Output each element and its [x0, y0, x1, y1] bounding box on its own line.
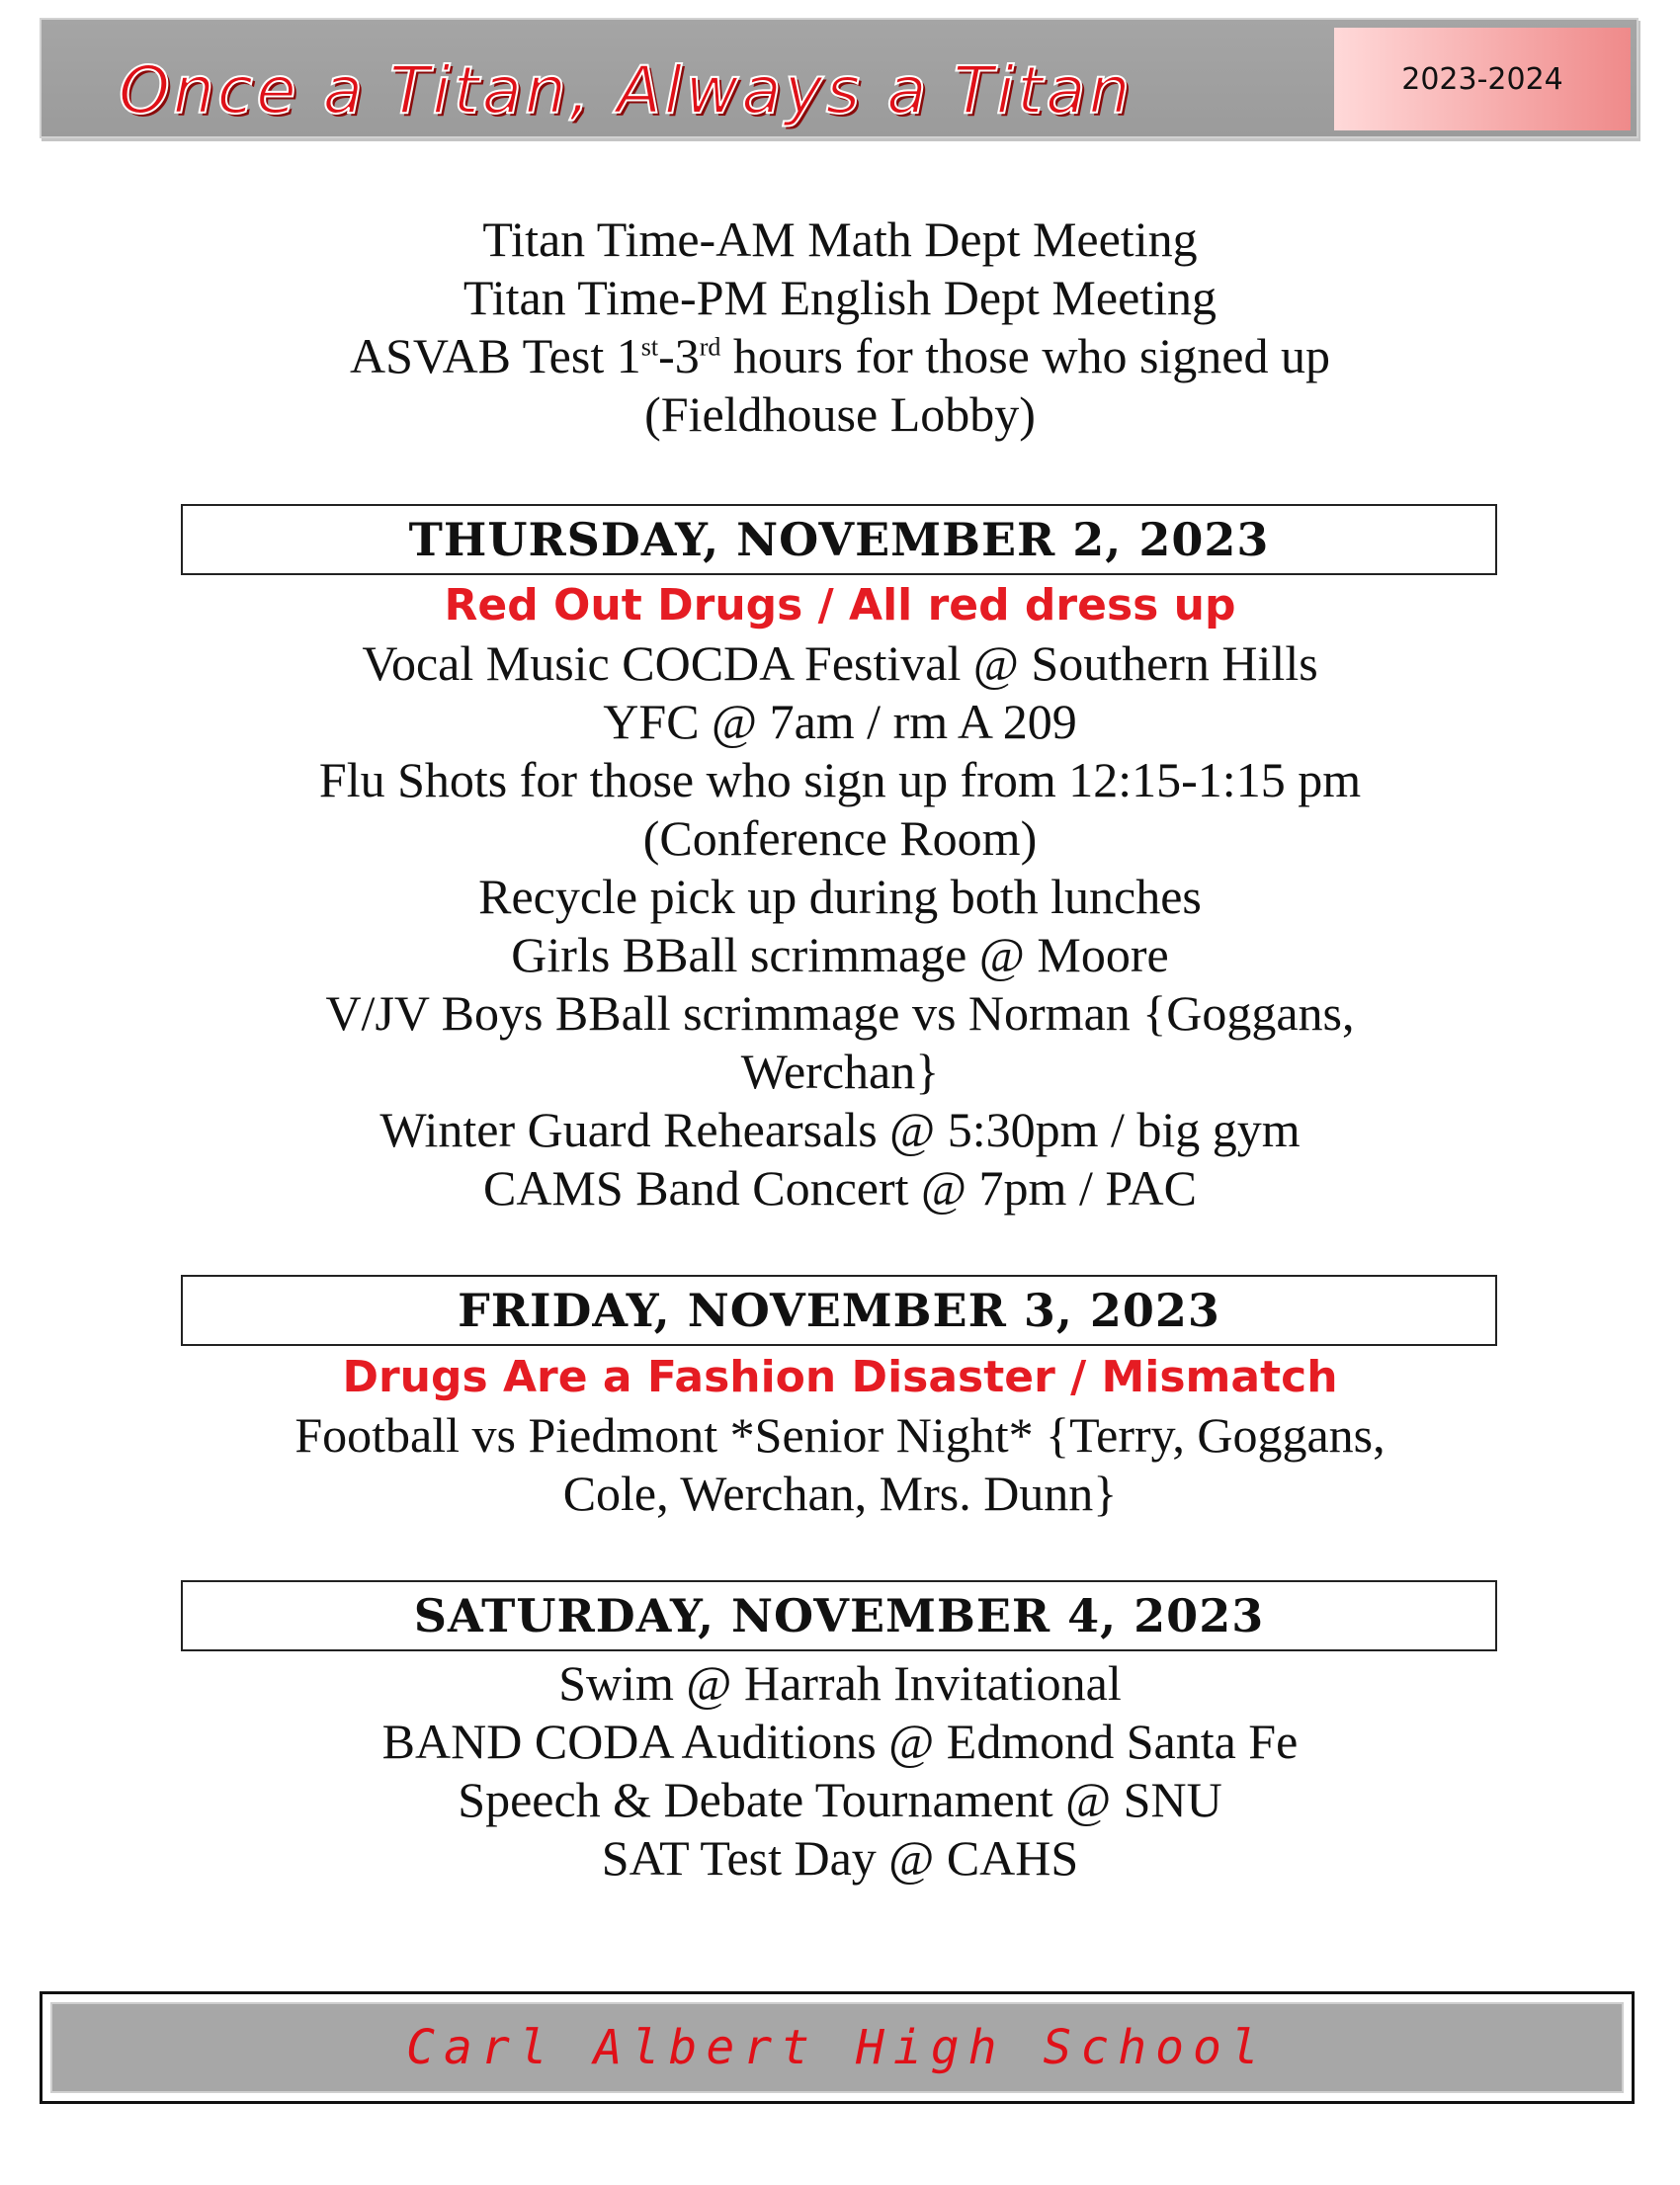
- event-line: V/JV Boys BBall scrimmage vs Norman {Goggans,: [325, 985, 1355, 1041]
- event-line: Flu Shots for those who sign up from 12:15-1:15 pm: [318, 752, 1362, 807]
- day-events-friday: [148, 1348, 1532, 1523]
- day-events-saturday: [148, 1654, 1532, 1888]
- event-line: CAMS Band Concert @ 7pm / PAC: [482, 1160, 1198, 1216]
- day-heading-friday: FRIDAY, NOVEMBER 3, 2023: [181, 1275, 1497, 1346]
- event-line: SAT Test Day @ CAHS: [601, 1830, 1079, 1886]
- event-line: YFC @ 7am / rm A 209: [603, 694, 1077, 749]
- event-line: Girls BBall scrimmage @ Moore: [511, 927, 1169, 982]
- day-events-thursday: [148, 576, 1532, 1218]
- event-line: Swim @ Harrah Invitational: [558, 1655, 1122, 1711]
- announcement-line-asvab: ASVAB Test 1st-3rd hours for those who signed up: [349, 328, 1330, 383]
- event-line: Werchan}: [740, 1044, 940, 1099]
- announcement-line: Titan Time-AM Math Dept Meeting: [482, 211, 1198, 267]
- footer-bar: [50, 2002, 1624, 2093]
- event-line: Recycle pick up during both lunches: [478, 869, 1202, 924]
- intro-announcements: [148, 210, 1532, 444]
- event-line: Winter Guard Rehearsals @ 5:30pm / big gym: [379, 1102, 1301, 1157]
- announcement-line: (Fieldhouse Lobby): [644, 386, 1036, 442]
- dress-up-theme: Red Out Drugs / All red dress up: [444, 580, 1236, 630]
- event-line: Football vs Piedmont *Senior Night* {Terry, Goggans,: [294, 1407, 1386, 1463]
- motto-title: Once a Titan, Always a Titan: [119, 52, 1134, 128]
- event-line: BAND CODA Auditions @ Edmond Santa Fe: [381, 1714, 1299, 1769]
- day-heading-thursday: THURSDAY, NOVEMBER 2, 2023: [181, 504, 1497, 575]
- footer-frame: [40, 1991, 1635, 2104]
- event-line: Cole, Werchan, Mrs. Dunn}: [562, 1466, 1118, 1521]
- day-heading-saturday: SATURDAY, NOVEMBER 4, 2023: [181, 1580, 1497, 1651]
- announcement-line: Titan Time-PM English Dept Meeting: [462, 270, 1218, 325]
- school-name: Carl Albert High School: [406, 2020, 1268, 2075]
- event-line: Speech & Debate Tournament @ SNU: [458, 1772, 1222, 1827]
- school-year-badge: 2023-2024: [1334, 28, 1631, 130]
- dress-up-theme: Drugs Are a Fashion Disaster / Mismatch: [342, 1352, 1338, 1402]
- event-line: Vocal Music COCDA Festival @ Southern Hills: [362, 635, 1318, 691]
- event-line: (Conference Room): [642, 810, 1038, 866]
